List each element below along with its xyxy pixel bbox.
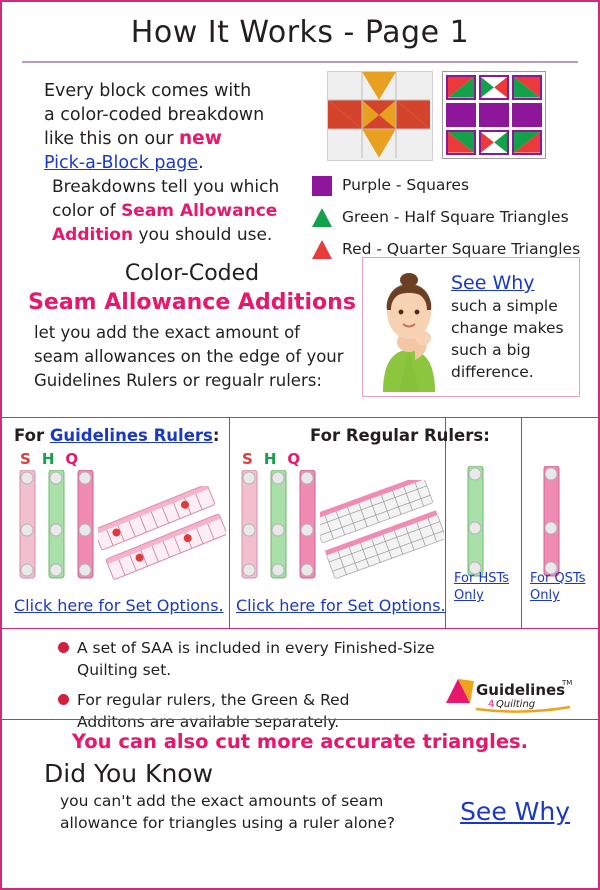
color-coded-section xyxy=(2,253,598,415)
svg-text:Quilting: Quilting xyxy=(496,699,536,710)
cc-body-line-2: seam allowances on the edge of your xyxy=(34,347,344,366)
intro-line-3-text: like this on our xyxy=(44,129,179,149)
intro-line-4 xyxy=(44,151,314,175)
qst-line-2: Only xyxy=(530,588,560,603)
bullet-item xyxy=(58,637,478,681)
see-why-line-3: such a big xyxy=(451,341,531,359)
grid-cell xyxy=(512,130,542,155)
see-why-line-1: such a simple xyxy=(451,297,558,315)
bullet-dot-icon xyxy=(58,694,69,705)
label-s: S xyxy=(242,450,264,468)
for-hsts-only-link[interactable] xyxy=(454,570,516,604)
intro-line-1: Every block comes with xyxy=(44,81,252,101)
legend-label: Green - Half Square Triangles xyxy=(342,208,569,226)
left-set-options-link[interactable]: Click here for Set Options. xyxy=(14,596,224,615)
did-you-know-heading: Did You Know xyxy=(44,759,214,788)
grid-cell xyxy=(512,75,542,100)
color-coded-heading-1: Color-Coded xyxy=(124,261,260,286)
grid-cell xyxy=(446,75,476,100)
legend-label: Purple - Squares xyxy=(342,176,470,194)
star-block-image xyxy=(327,71,433,161)
intro-paragraph-2 xyxy=(52,175,312,247)
intro-line-4-end: . xyxy=(198,153,204,173)
footer-section xyxy=(2,719,598,838)
see-why-callout[interactable] xyxy=(362,257,580,397)
new-badge: new xyxy=(178,128,222,149)
cc-body-line-1: let you add the exact amount of xyxy=(34,323,300,342)
rulers-section xyxy=(2,417,598,628)
guidelines4quilting-logo xyxy=(444,673,584,713)
purple-square-icon xyxy=(312,176,332,196)
for-qsts-only-link[interactable] xyxy=(530,570,592,604)
column-divider-3 xyxy=(521,418,522,628)
dyk-line-2: allowance for triangles using a ruler alone? xyxy=(60,814,396,832)
see-why-text xyxy=(451,272,573,383)
dyk-line-1: you can't add the exact amounts of seam xyxy=(60,792,384,810)
left-header-prefix: For xyxy=(14,426,50,445)
did-you-know-body xyxy=(60,790,420,834)
see-why-line-2: change makes xyxy=(451,319,564,337)
saa-strips-right xyxy=(238,470,324,580)
page-title: How It Works - Page 1 xyxy=(130,15,470,50)
saa-strips-left xyxy=(16,470,102,580)
footer-see-why-link[interactable]: See Why xyxy=(460,797,570,826)
grid-cell xyxy=(479,75,509,100)
regular-ruler-illustration xyxy=(320,480,444,584)
addition-emphasis: Addition xyxy=(52,225,134,245)
grid-cell xyxy=(479,103,509,128)
label-q: Q xyxy=(65,450,90,468)
breakdown-grid-image xyxy=(442,71,546,159)
intro2-line-2 xyxy=(52,199,312,223)
accurate-triangles-text: You can also cut more accurate triangles. xyxy=(71,730,529,753)
seam-allowance-emphasis: Seam Allowance xyxy=(121,201,278,221)
color-coded-body xyxy=(34,315,384,393)
column-divider-1 xyxy=(229,418,230,628)
see-why-line-4: difference. xyxy=(451,363,534,381)
pick-a-block-link[interactable]: Pick-a-Block page xyxy=(44,153,199,173)
hst-line-1: For HSTs xyxy=(454,571,510,586)
guidelines-ruler-illustration xyxy=(98,486,226,582)
right-set-options-link[interactable]: Click here for Set Options. xyxy=(236,596,446,615)
bullet-dot-icon xyxy=(58,642,69,653)
hst-strip xyxy=(460,466,490,578)
qst-strip xyxy=(536,466,566,578)
bullet-text-line-1: For regular rulers, the Green & Red xyxy=(77,691,350,709)
legend-item xyxy=(312,173,580,198)
intro2-line-1: Breakdowns tell you which xyxy=(52,177,280,197)
legend-item xyxy=(312,205,580,230)
guidelines-rulers-header xyxy=(14,426,219,445)
intro2-line-2-text: color of xyxy=(52,201,122,221)
bullet-text-line-2: Additons are available separately. xyxy=(77,713,340,731)
thinking-woman-illustration xyxy=(369,264,449,392)
qst-line-1: For QSTs xyxy=(530,571,586,586)
svg-text:Guidelines: Guidelines xyxy=(476,681,566,699)
color-coded-heading-2: Seam Allowance Additions xyxy=(28,290,356,315)
left-header-suffix: : xyxy=(212,426,220,445)
label-q: Q xyxy=(287,450,312,468)
shq-labels-left xyxy=(20,450,89,468)
grid-cell xyxy=(479,130,509,155)
svg-text:4: 4 xyxy=(488,699,495,710)
hst-line-2: Only xyxy=(454,588,484,603)
intro-section xyxy=(2,63,598,258)
see-why-link[interactable]: See Why xyxy=(451,272,535,294)
intro2-line-3-end: you should use. xyxy=(133,225,273,245)
regular-rulers-header: For Regular Rulers: xyxy=(310,426,490,445)
label-h: H xyxy=(41,450,66,468)
grid-cell xyxy=(512,103,542,128)
label-h: H xyxy=(263,450,288,468)
grid-cell xyxy=(446,130,476,155)
label-s: S xyxy=(20,450,42,468)
grid-cell xyxy=(446,103,476,128)
star-block-svg xyxy=(328,72,430,158)
bullets-section xyxy=(2,628,598,731)
intro2-line-3 xyxy=(52,223,312,247)
intro-paragraph xyxy=(44,79,314,175)
guidelines-rulers-link[interactable]: Guidelines Rulers xyxy=(49,426,213,445)
legend-label: Red - Quarter Square Triangles xyxy=(342,240,581,258)
intro-line-3 xyxy=(44,127,314,151)
bullet-text: A set of SAA is included in every Finished-Size Quilting set. xyxy=(77,639,435,679)
svg-text:TM: TM xyxy=(562,679,573,687)
intro-line-2: a color-coded breakdown xyxy=(44,105,265,125)
cc-body-line-3: Guidelines Rulers or regualr rulers: xyxy=(34,371,322,390)
green-triangle-icon xyxy=(312,208,332,227)
shq-labels-right xyxy=(242,450,311,468)
